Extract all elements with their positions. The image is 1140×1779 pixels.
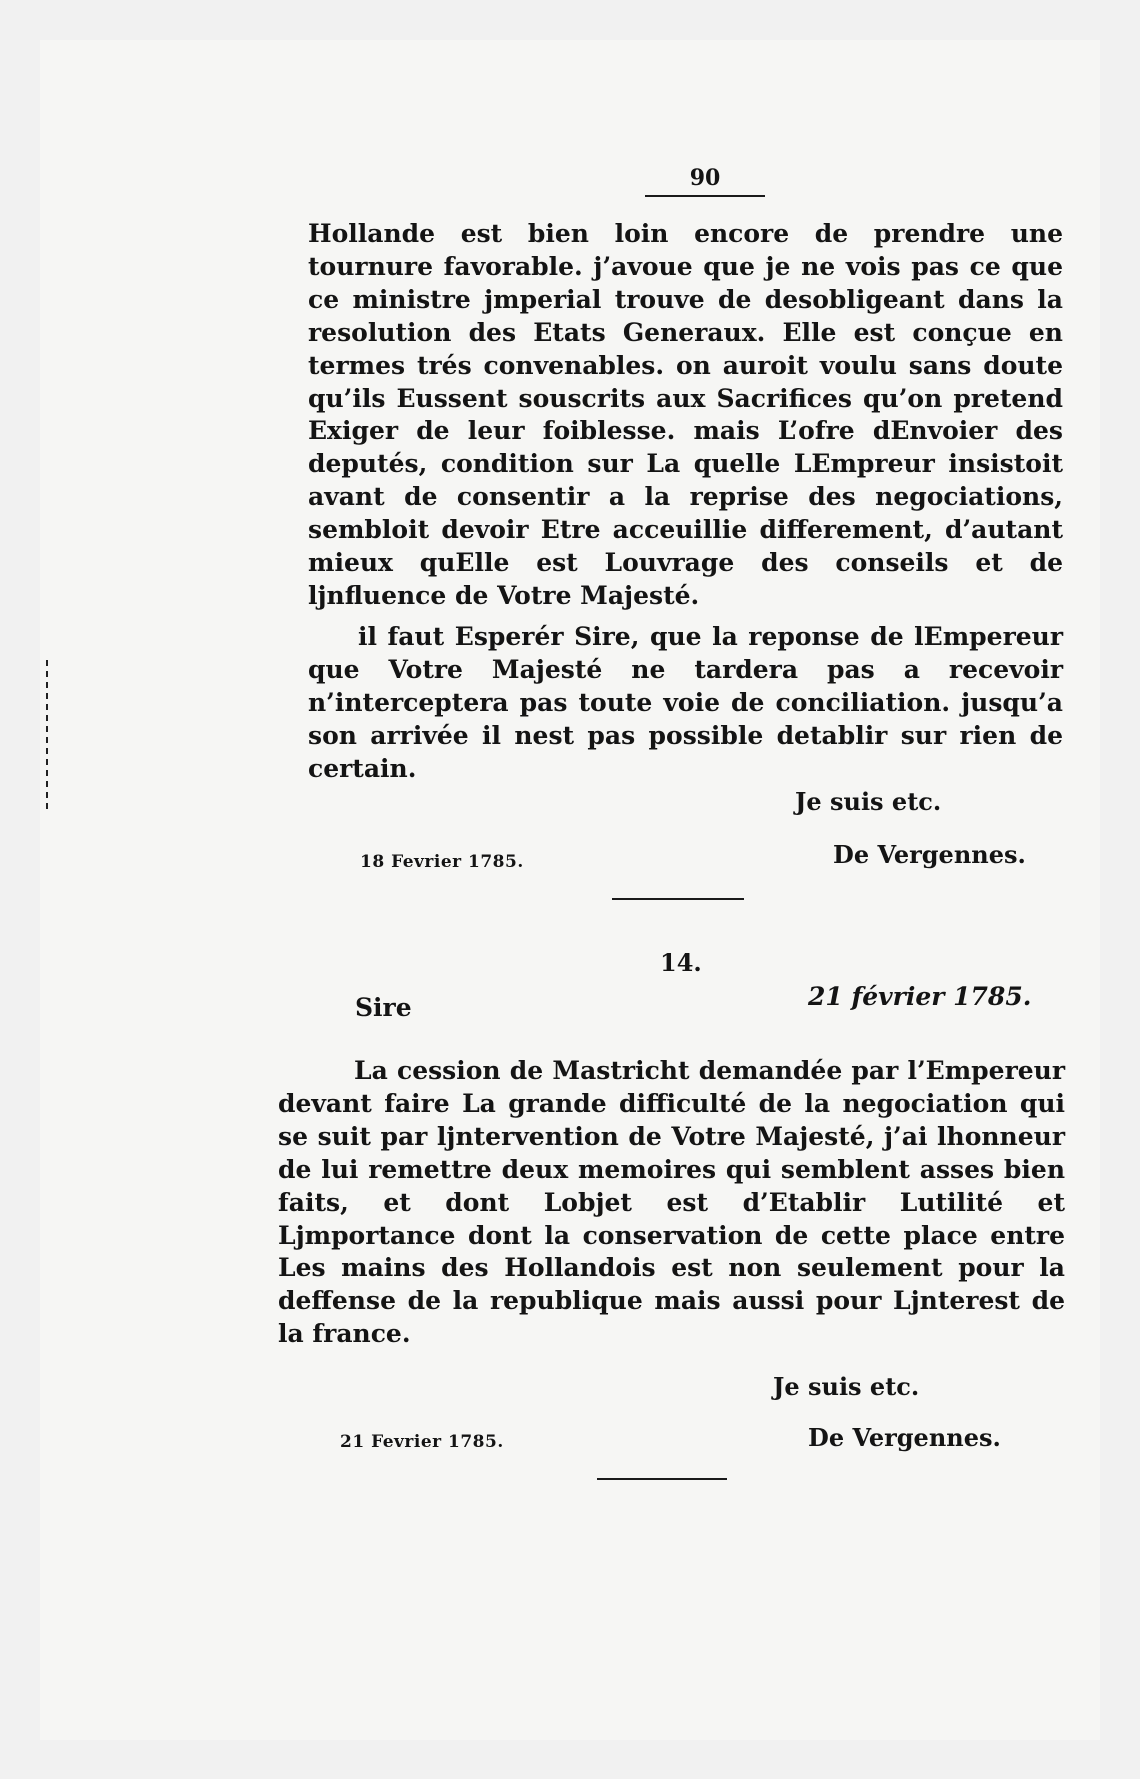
end-divider — [597, 1478, 727, 1480]
letter-13-closing: Je suis etc. — [795, 787, 942, 816]
margin-mark — [46, 660, 48, 810]
letter-14-number: 14. — [660, 948, 702, 977]
letter-14-closing: Je suis etc. — [773, 1372, 920, 1401]
letter-13-date: 18 Fevrier 1785. — [360, 852, 524, 872]
letter-14-salutation: Sire — [355, 993, 412, 1022]
letter-13-paragraph: Hollande est bien loin encore de prendre une tournure favorable. j’avoue que je ne vois pas ce que ce ministre jmperial trouve de desobligeant dans la resolution des Etats Generaux. Elle est conçue en termes trés convenables. on auroit voulu sans doute qu’ils Eussent souscrits aux Sacrifices qu’on pretend Exiger de leur foiblesse. mais L’ofre dEnvoier des deputés, condition sur La quelle LEmpreur insistoit avant de consentir a la reprise des negociations, sembloit devoir Etre acceuillie differement, d’autant mieux quElle est Louvrage des conseils et de ljnfluence de Votre Majesté. — [308, 219, 1063, 610]
letter-14-signature: De Vergennes. — [808, 1423, 1001, 1452]
letter-13-signature: De Vergennes. — [833, 840, 1026, 869]
letter-13-body — [308, 218, 1063, 785]
letter-13-paragraph: il faut Esperér Sire, que la reponse de lEmpereur que Votre Majesté ne tardera pas a recevoir n’interceptera pas toute voie de conciliation. jusqu’a son arrivée il nest pas possible detablir sur rien de certain. — [308, 621, 1063, 783]
header-rule — [645, 195, 765, 197]
page-number: 90 — [689, 165, 721, 191]
section-divider — [612, 898, 744, 900]
letter-14-paragraph: La cession de Mastricht demandée par l’Empereur devant faire La grande difficulté de la negociation qui se suit par ljntervention de Votre Majesté, j’ai lhonneur de lui remettre deux memoires qui semblent asses bien faits, et dont Lobjet est d’Etablir Lutilité et Ljmportance dont la conservation de cette place entre Les mains des Hollandois est non seulement pour la deffense de la republique mais aussi pour Ljnterest de la france. — [278, 1056, 1065, 1349]
letter-14-heading-date: 21 février 1785. — [808, 982, 1032, 1011]
letter-14-date: 21 Fevrier 1785. — [340, 1432, 504, 1452]
letter-14-body — [278, 1055, 1065, 1351]
